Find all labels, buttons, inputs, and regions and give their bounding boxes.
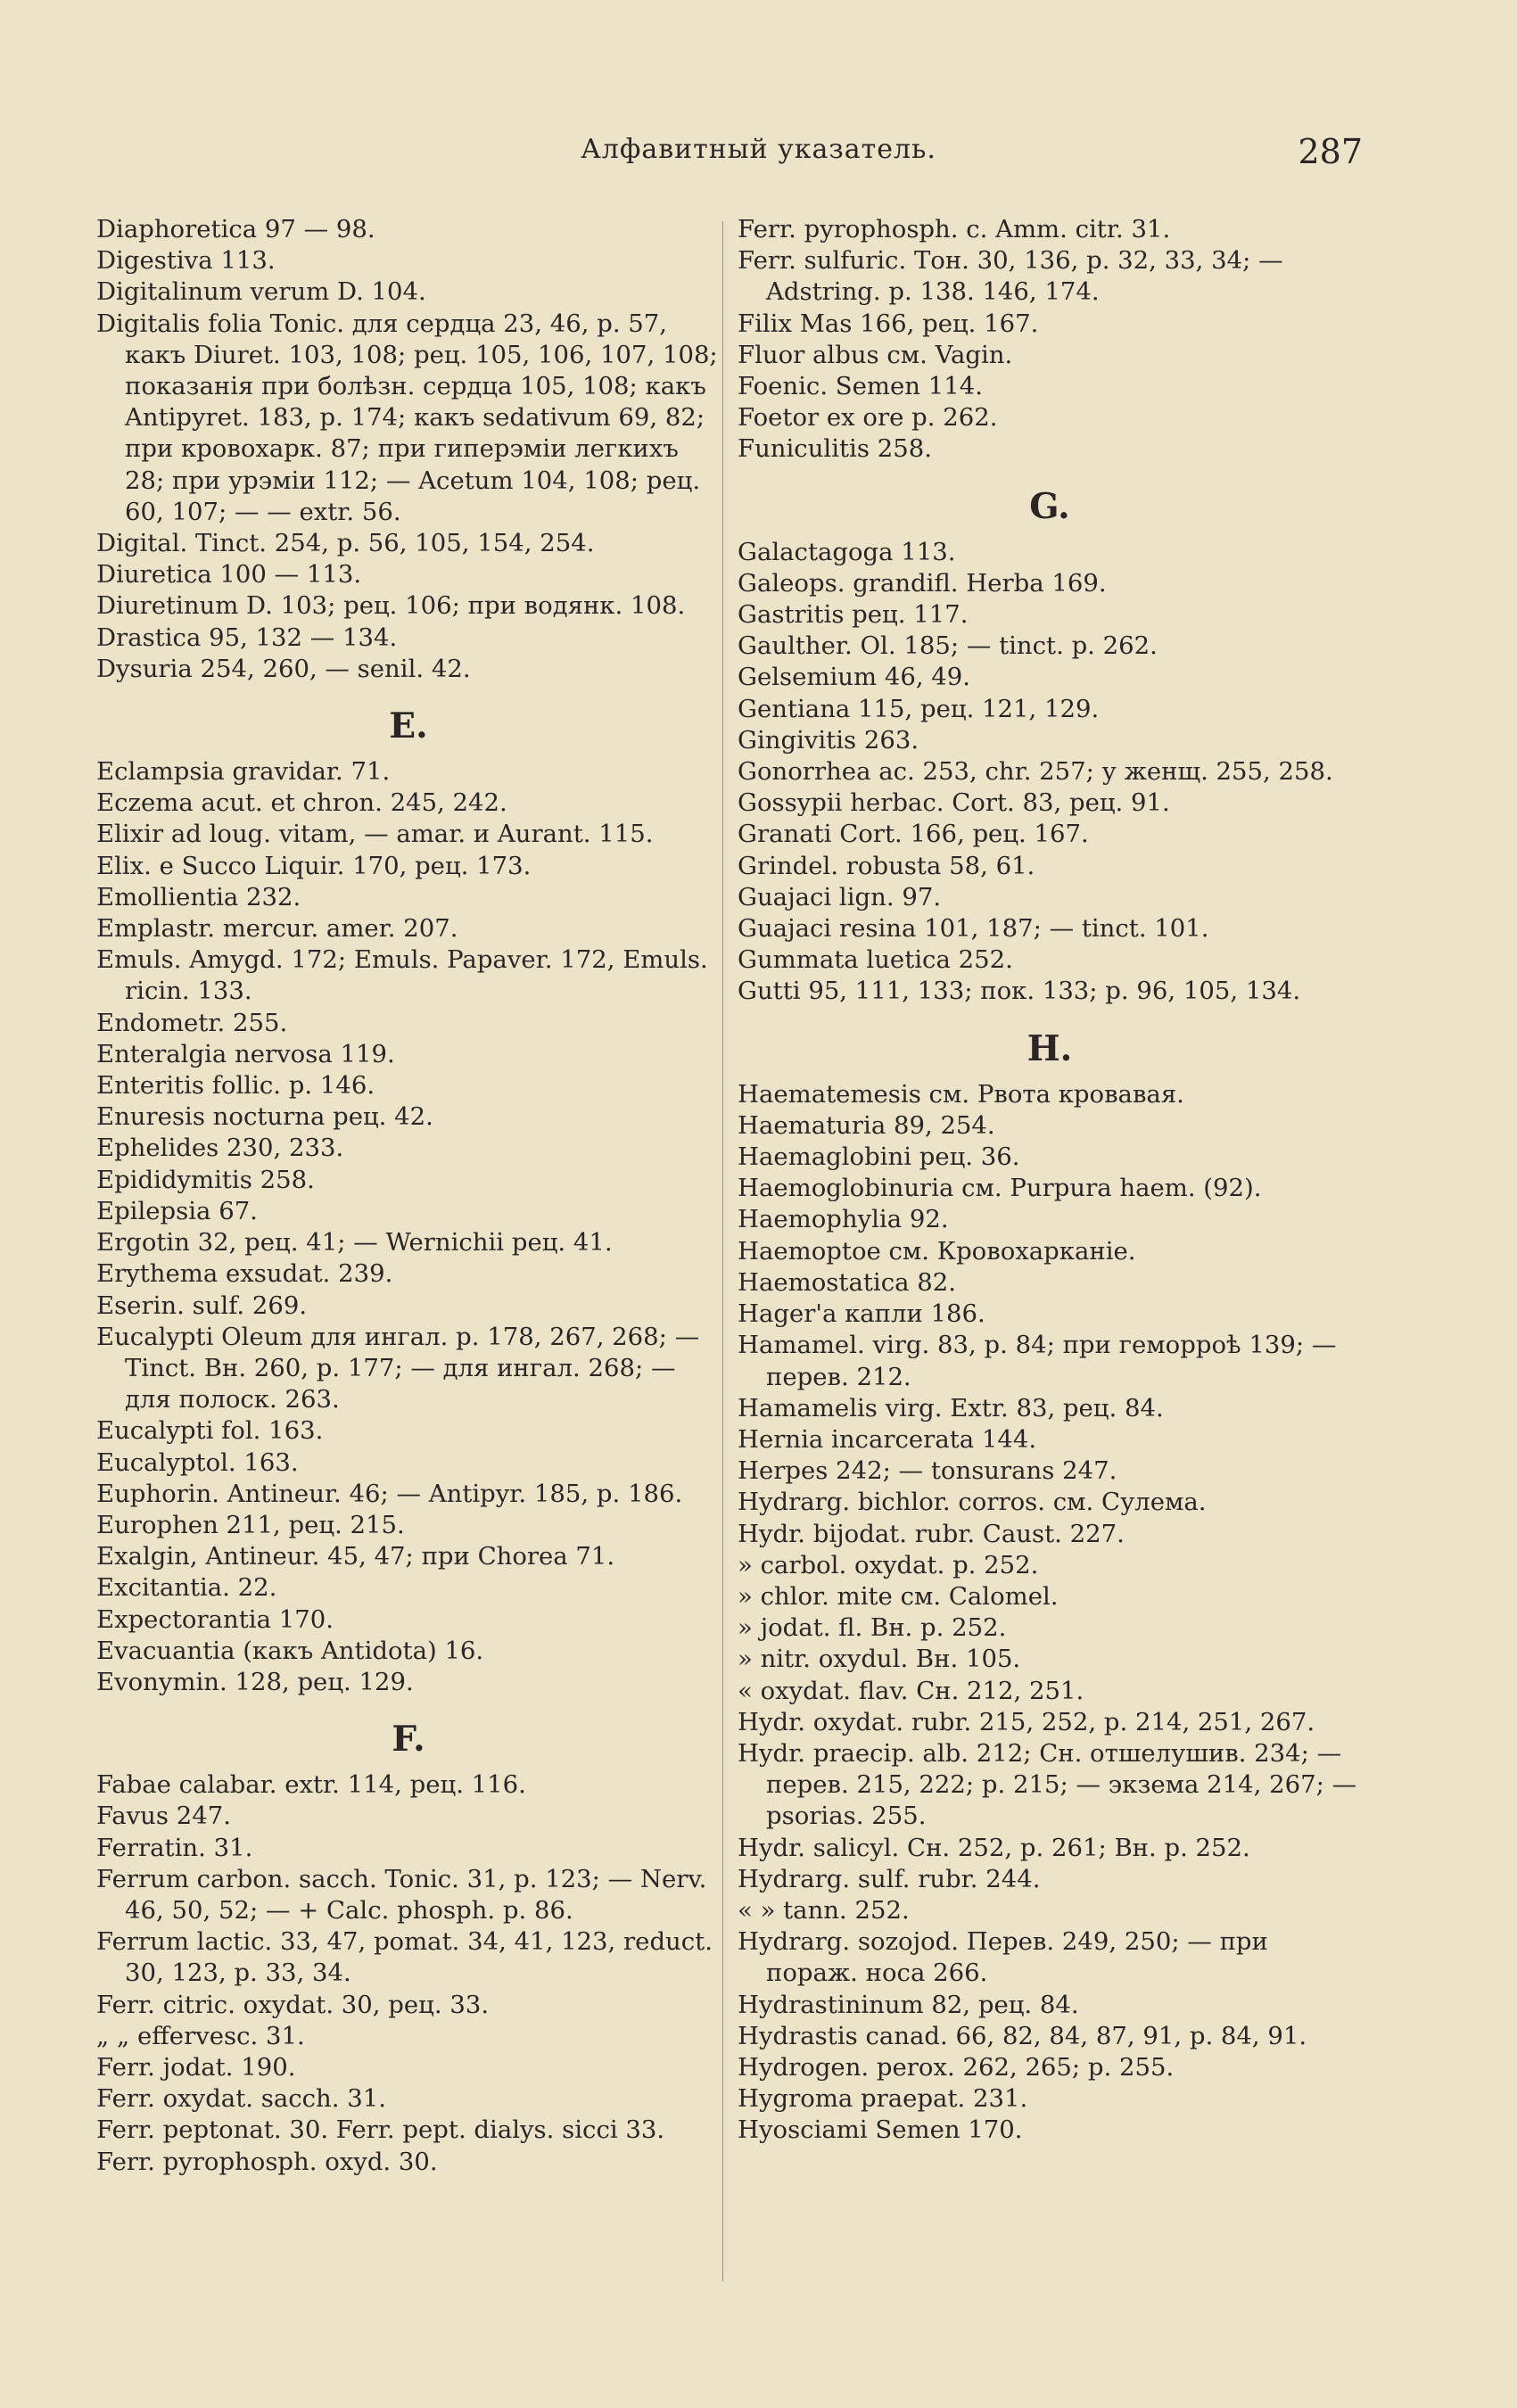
index-entry: Hernia incarcerata 144. — [738, 1424, 1037, 1454]
index-entry: Evacuantia (какъ Antidota) 16. — [96, 1636, 484, 1665]
index-entry: Haematemesis см. Рвота кровавая. — [738, 1079, 1184, 1109]
index-entry: Ferr. citric. oxydat. 30, рец. 33. — [96, 1990, 490, 2019]
index-entry: Funiculitis 258. — [738, 434, 932, 464]
index-entry: Guajaci lign. 97. — [738, 882, 942, 911]
index-column-right — [738, 214, 1362, 2147]
index-entry: » jodat. fl. Вн. р. 252. — [738, 1613, 1007, 1643]
index-entry: Haemostatica 82. — [738, 1267, 956, 1297]
page-number: 287 — [1298, 132, 1363, 171]
index-entry: Hydrarg. bichlor. corros. см. Сулема. — [738, 1488, 1207, 1517]
index-entry: Elix. e Succo Liquir. 170, рец. 173. — [96, 851, 532, 880]
index-entry: » chlor. mite см. Calomel. — [738, 1581, 1059, 1611]
index-entry: Hydrastininum 82, рец. 84. — [738, 1990, 1079, 2019]
index-entry: Ephelides 230, 233. — [96, 1134, 344, 1163]
index-entry: Favus 247. — [96, 1802, 231, 1831]
index-entry: Gutti 95, 111, 133; пок. 133; р. 96, 105, 134. — [738, 977, 1301, 1006]
index-entry: Digitalinum verum D. 104. — [96, 277, 426, 307]
index-entry: Elixir ad loug. vitam, — amar. и Aurant. 115. — [96, 820, 654, 849]
index-entry: Haemaglobini рец. 36. — [738, 1142, 1020, 1172]
index-entry: » nitr. oxydul. Вн. 105. — [738, 1645, 1021, 1674]
index-entry: Diaphoretica 97 — 98. — [96, 215, 375, 243]
index-entry: Emollientia 232. — [96, 882, 301, 911]
index-entry: Ferr. jodat. 190. — [96, 2052, 296, 2082]
column-divider — [722, 221, 723, 2281]
index-column-left — [96, 214, 721, 2178]
index-entry: Hydr. salicyl. Сн. 252, р. 261; Вн. р. 252. — [738, 1833, 1250, 1862]
index-entry: Guajaci resina 101, 187; — tinct. 101. — [738, 914, 1209, 944]
index-entry: Hydrastis canad. 66, 82, 84, 87, 91, р. 84, 91. — [738, 2021, 1307, 2050]
index-entry: Drastica 95, 132 — 134. — [96, 623, 398, 652]
index-entry: Ferrum carbon. sacch. Tonic. 31, р. 123; — Nerv. 46, 50, 52; — + Calc. phosph. р. 86. — [96, 1864, 707, 1925]
index-entry: » carbol. oxydat. р. 252. — [738, 1550, 1039, 1579]
index-entry: Ferr. sulfuric. Тон. 30, 136, р. 32, 33, 34; — Adstring. р. 138. 146, 174. — [738, 246, 1283, 307]
index-entry: Diuretica 100 — 113. — [96, 560, 362, 590]
section-letter-heading: F. — [392, 1719, 425, 1761]
index-entry: Enuresis nocturna рец. 42. — [96, 1102, 433, 1132]
index-entry: Evonymin. 128, рец. 129. — [96, 1667, 414, 1696]
index-entry: Excitantia. 22. — [96, 1573, 277, 1603]
index-entry: Eucalypti Oleum для ингал. р. 178, 267, 268; — Tinct. Вн. 260, р. 177; — для ингал. 268; — для полоск. 263. — [96, 1322, 700, 1414]
index-entry: Haemoptoe см. Кровохарканіе. — [738, 1236, 1136, 1266]
index-entry: Ergotin 32, рец. 41; — Wernichii рец. 41. — [96, 1228, 613, 1258]
index-entry: Gossypii herbac. Cort. 83, рец. 91. — [738, 788, 1170, 818]
index-entry: « » tann. 252. — [738, 1895, 910, 1925]
index-entry: Fluor albus см. Vagin. — [738, 340, 1013, 369]
index-entry: Eserin. sulf. 269. — [96, 1291, 308, 1320]
index-entry: Hager'а капли 186. — [738, 1299, 985, 1329]
index-entry: Haemoglobinuria см. Purpura haem. (92). — [738, 1174, 1262, 1203]
index-entry: Gingivitis 263. — [738, 725, 919, 755]
index-entry: Ferratin. 31. — [96, 1833, 253, 1862]
index-entry: Hygroma praepat. 231. — [738, 2084, 1028, 2114]
index-entry: Enteralgia nervosa 119. — [96, 1039, 395, 1068]
index-entry: Diuretinum D. 103; рец. 106; при водянк. 108. — [96, 591, 686, 621]
index-entry: Hydr. bijodat. rubr. Caust. 227. — [738, 1519, 1125, 1548]
index-entry: Hydr. oxydat. rubr. 215, 252, р. 214, 251, 267. — [738, 1707, 1315, 1736]
index-entry: Erythema exsudat. 239. — [96, 1259, 393, 1289]
index-entry: Gentiana 115, рец. 121, 129. — [738, 694, 1100, 723]
index-entry: Hydrogen. perox. 262, 265; р. 255. — [738, 2052, 1175, 2082]
index-entry: Gastritis рец. 117. — [738, 600, 969, 630]
index-entry: Hydrarg. sozojod. Перев. 249, 250; — при пораж. носа 266. — [738, 1927, 1268, 1988]
index-entry: Haemophylia 92. — [738, 1205, 949, 1234]
index-entry: Galactagoga 113. — [738, 537, 956, 566]
index-entry: „ „ effervesc. 31. — [96, 2021, 305, 2050]
index-entry: Euphorin. Antineur. 46; — Antipyr. 185, р. 186. — [96, 1479, 683, 1508]
section-letter-heading: H. — [1026, 1027, 1073, 1069]
index-entry: Ferr. peptonat. 30. Ferr. pept. dialys. sicci 33. — [96, 2115, 665, 2145]
index-entry: Ferrum lactic. 33, 47, pomat. 34, 41, 123, reduct. 30, 123, р. 33, 34. — [96, 1927, 713, 1988]
section-letter-heading: G. — [1029, 485, 1070, 527]
index-entry: Herpes 242; — tonsurans 247. — [738, 1456, 1117, 1486]
index-entry: Ferr. pyrophosph. c. Amm. citr. 31. — [738, 215, 1171, 243]
index-entry: Eucalyptol. 163. — [96, 1447, 299, 1477]
index-entry: Ferr. oxydat. sacch. 31. — [96, 2084, 386, 2114]
index-entry: Epilepsia 67. — [96, 1196, 258, 1225]
index-entry: Emuls. Amygd. 172; Emuls. Papaver. 172, Emuls. ricin. 133. — [96, 945, 708, 1006]
index-entry: Gonorrhea ac. 253, chr. 257; у женщ. 255, 258. — [738, 757, 1333, 787]
running-title: Алфавитный указатель. — [581, 134, 936, 165]
index-entry: Digitalis folia Tonic. для сердца 23, 46, р. 57, какъ Diuret. 103, 108; рец. 105, 106, 107, 108; показанія при болѣзн. сердца 105, 108; какъ Antipyret. 183, р. 174; какъ sedativum 69, 82; при кровохарк. 87; при гиперэміи легкихъ 28; при урэміи 112; — Acetum 104, 108; рец. 60, 107; — — extr. 56. — [96, 309, 718, 526]
index-entry: « oxydat. flav. Сн. 212, 251. — [738, 1676, 1084, 1705]
index-entry: Fabae calabar. extr. 114, рец. 116. — [96, 1770, 526, 1800]
index-entry: Gummata luetica 252. — [738, 945, 1013, 975]
section-letter-heading: E. — [389, 705, 428, 747]
index-entry: Hydr. praecip. alb. 212; Сн. отшелушив. 234; — перев. 215, 222; р. 215; — экзема 214, 267; — psorias. 255. — [738, 1738, 1357, 1831]
index-entry: Digital. Tinct. 254, р. 56, 105, 154, 254. — [96, 529, 595, 558]
index-entry: Expectorantia 170. — [96, 1604, 334, 1634]
index-entry: Eczema acut. et chron. 245, 242. — [96, 788, 507, 818]
index-entry: Hamamel. virg. 83, р. 84; при геморроѣ 139; — перев. 212. — [738, 1331, 1337, 1391]
index-entry: Dysuria 254, 260, — senil. 42. — [96, 654, 471, 683]
index-entry: Eclampsia gravidar. 71. — [96, 757, 391, 787]
index-entry: Hydrarg. sulf. rubr. 244. — [738, 1864, 1041, 1893]
index-entry: Galeops. grandifl. Herba 169. — [738, 568, 1107, 598]
index-entry: Eucalypti fol. 163. — [96, 1416, 324, 1446]
index-entry: Filix Mas 166, рец. 167. — [738, 309, 1039, 338]
index-entry: Granati Cort. 166, рец. 167. — [738, 820, 1089, 849]
index-entry: Endometr. 255. — [96, 1008, 288, 1037]
index-entry: Epididymitis 258. — [96, 1165, 315, 1194]
index-entry: Europhen 211, рец. 215. — [96, 1510, 405, 1539]
index-entry: Foetor ex ore р. 262. — [738, 403, 998, 433]
index-entry: Gelsemium 46, 49. — [738, 663, 971, 692]
index-entry: Digestiva 113. — [96, 246, 276, 276]
index-entry: Hamamelis virg. Extr. 83, рец. 84. — [738, 1393, 1164, 1423]
index-entry: Foenic. Semen 114. — [738, 372, 983, 401]
index-entry: Ferr. pyrophosph. oxyd. 30. — [96, 2147, 438, 2176]
index-entry: Haematuria 89, 254. — [738, 1110, 995, 1140]
index-entry: Hyosciami Semen 170. — [738, 2115, 1023, 2145]
index-entry: Enteritis follic. р. 146. — [96, 1071, 375, 1101]
index-entry: Grindel. robusta 58, 61. — [738, 851, 1035, 880]
index-entry: Gaulther. Ol. 185; — tinct. р. 262. — [738, 631, 1158, 661]
index-entry: Emplastr. mercur. amer. 207. — [96, 914, 458, 944]
index-entry: Exalgin, Antineur. 45, 47; при Chorea 71. — [96, 1542, 615, 1571]
